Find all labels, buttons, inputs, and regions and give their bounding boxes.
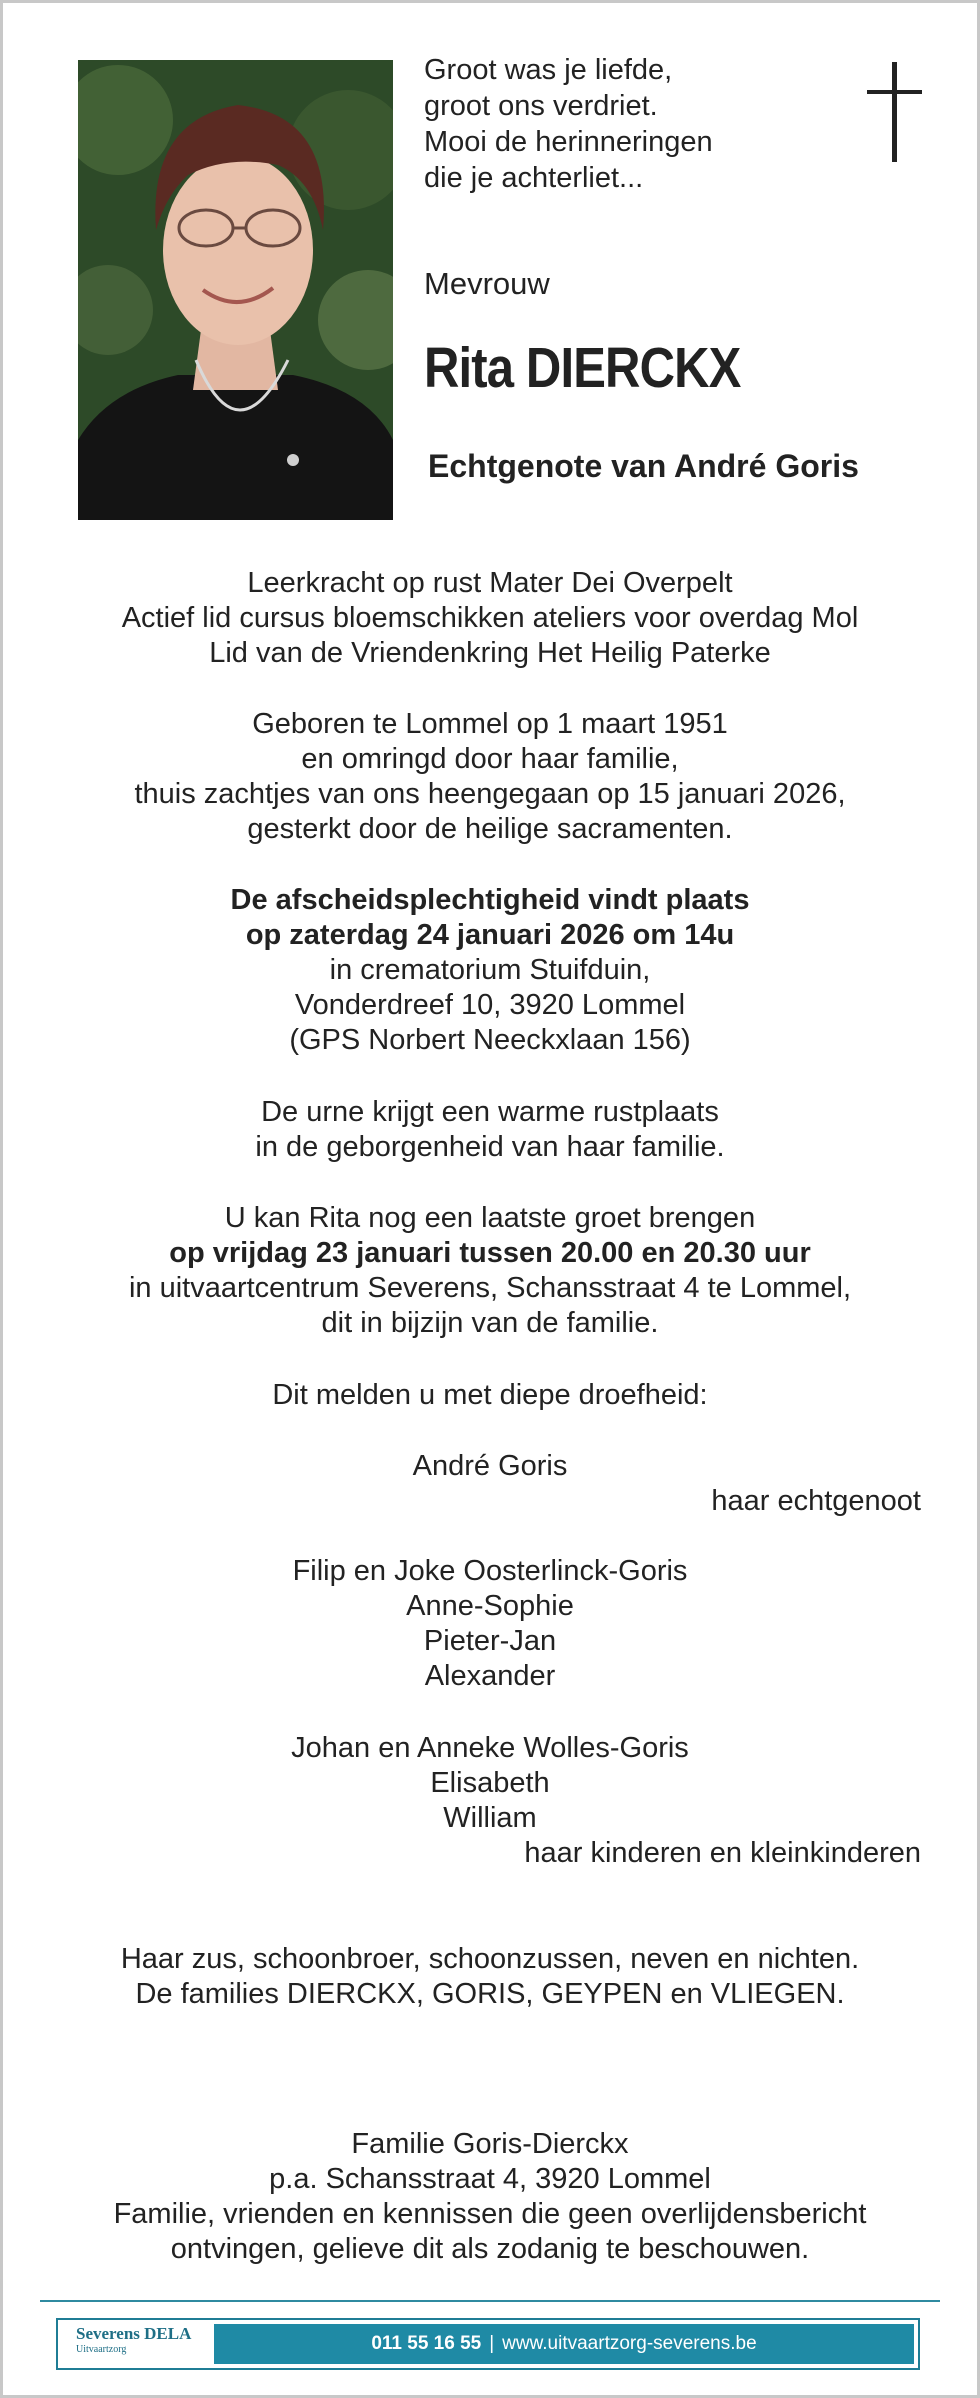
husband-label: haar echtgenoot [711,1485,921,1517]
birth-death-line: Geboren te Lommel op 1 maart 1951 [252,708,728,740]
footer-contact-bar [214,2324,914,2364]
husband-name-block [0,1449,980,1484]
family-member: Anne-Sophie [406,1590,574,1622]
poem-line: die je achterliet... [424,162,644,194]
cross-icon [865,62,925,162]
salutation: Mevrouw [424,266,550,301]
poem [424,52,713,196]
ceremony-bold-line: op zaterdag 24 januari 2026 om 14u [245,919,735,951]
children-label: haar kinderen en kleinkinderen [524,1837,921,1869]
urn-line: in de geborgenheid van haar familie. [255,1131,725,1163]
portrait-photo [78,60,393,520]
portrait-image [78,60,393,520]
family-member: Pieter-Jan [423,1625,557,1657]
funeral-home-subtitle: Uitvaartzorg [76,2344,127,2355]
urn-block [0,1095,980,1165]
poem-line: Groot was je liefde, [424,54,673,86]
ceremony-line: (GPS Norbert Neeckxlaan 156) [289,1024,691,1056]
contact-line: ontvingen, gelieve dit als zodanig te beschouwen. [170,2233,810,2265]
urn-line: De urne krijgt een warme rustplaats [261,1096,719,1128]
visit-intro: U kan Rita nog een laatste groet brengen [224,1202,756,1234]
contact-line: Familie, vrienden en kennissen die geen overlijdensbericht [113,2198,867,2230]
poem-line: Mooi de herinneringen [424,126,713,158]
announce-line [0,1378,980,1413]
visit-bold-line: op vrijdag 23 januari tussen 20.00 en 20.30 uur [169,1237,811,1269]
website-link[interactable]: www.uitvaartzorg-severens.be [502,2333,757,2354]
announce-text: Dit melden u met diepe droefheid: [272,1379,708,1411]
family-member: Johan en Anneke Wolles-Goris [291,1732,689,1764]
ceremony-line: Vonderdreef 10, 3920 Lommel [294,989,686,1021]
roles-block [0,566,980,671]
poem-line: groot ons verdriet. [424,90,658,122]
contact-block [0,2127,980,2267]
visit-line: dit in bijzijn van de familie. [321,1307,659,1339]
ceremony-line: in crematorium Stuifduin, [329,954,651,986]
extended-family-block [0,1942,980,2012]
birth-death-block [0,707,980,847]
role-line: Lid van de Vriendenkring Het Heilig Paterke [209,637,771,669]
visit-line: in uitvaartcentrum Severens, Schansstraat 4 te Lommel, [128,1272,852,1304]
family-member: Elisabeth [430,1767,550,1799]
footer-divider [40,2300,940,2302]
funeral-home-logo [76,2326,191,2358]
extended-family-line: Haar zus, schoonbroer, schoonzussen, neven en nichten. [120,1943,860,1975]
contact-line: Familie Goris-Dierckx [351,2128,629,2160]
footer-separator: | [489,2333,495,2354]
extended-family-line: De families DIERCKX, GORIS, GEYPEN en VLIEGEN. [135,1978,845,2010]
role-line: Leerkracht op rust Mater Dei Overpelt [247,567,733,599]
husband-name: André Goris [412,1450,568,1482]
deceased-name: Rita DIERCKX [424,336,741,400]
family-member: Filip en Joke Oosterlinck-Goris [292,1555,688,1587]
ceremony-block [0,883,980,1058]
family-member: Alexander [424,1660,556,1692]
spouse-relation: Echtgenote van André Goris [428,448,859,484]
phone-number[interactable]: 011 55 16 55 [371,2333,482,2354]
family-group-2 [0,1731,980,1836]
contact-line: p.a. Schansstraat 4, 3920 Lommel [269,2163,711,2195]
funeral-home-footer [56,2318,920,2370]
family-member: William [443,1802,537,1834]
birth-death-line: gesterkt door de heilige sacramenten. [247,813,733,845]
birth-death-line: thuis zachtjes van ons heengegaan op 15 januari 2026, [134,778,846,810]
funeral-home-brand: Severens DELA [76,2324,192,2343]
ceremony-bold-line: De afscheidsplechtigheid vindt plaats [230,884,750,916]
birth-death-line: en omringd door haar familie, [301,743,679,775]
family-group-1 [0,1554,980,1694]
role-line: Actief lid cursus bloemschikken ateliers voor overdag Mol [121,602,859,634]
visit-block [0,1201,980,1341]
